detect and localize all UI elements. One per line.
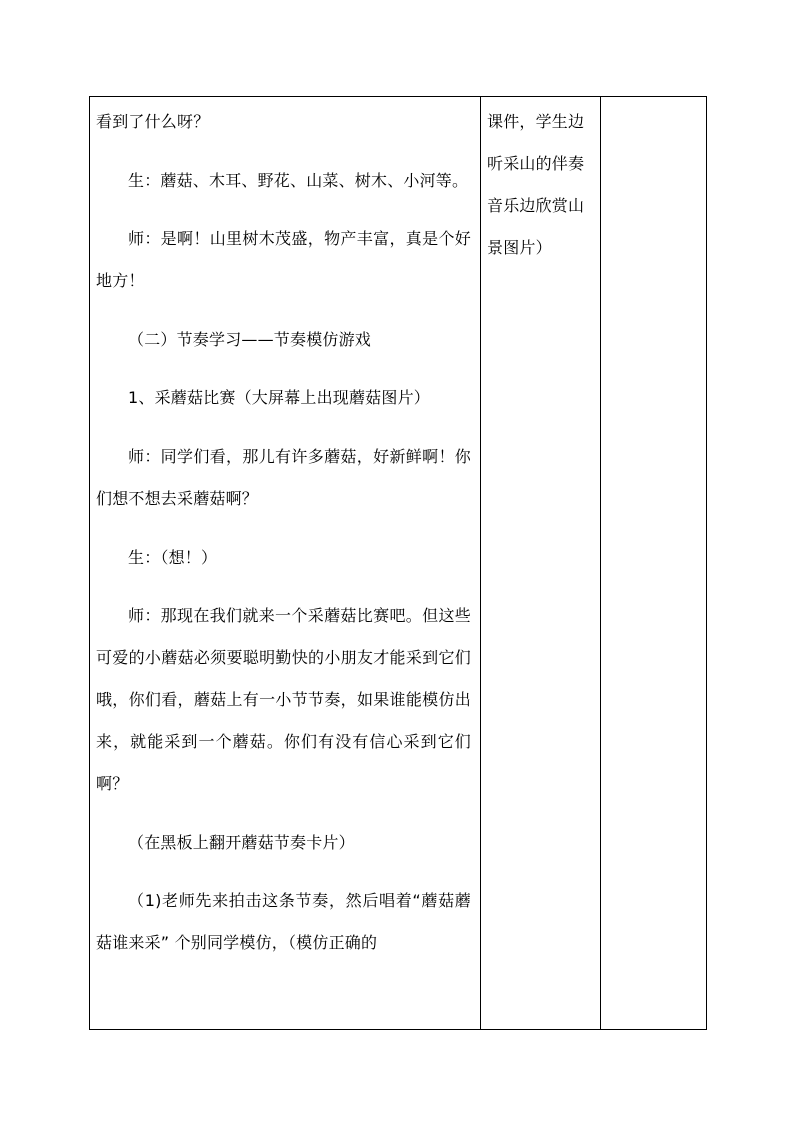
table-row [90,97,707,1030]
remarks-text [601,97,706,101]
lesson-paragraph: （1)老师先来拍击这条节奏，然后唱着“蘑菇蘑菇谁来采” 个别同学模仿，（模仿正确的 [96,891,471,953]
design-notes-text [481,97,600,269]
lesson-paragraph: 生：蘑菇、木耳、野花、山菜、树木、小河等。 [128,170,469,190]
lesson-plan-table [89,96,707,1030]
design-notes-paragraph: 课件，学生边听采山的伴奏音乐边欣赏山景图片） [487,112,585,257]
lesson-paragraph: 师：那现在我们就来一个采蘑菇比赛吧。但这些可爱的小蘑菇必须要聪明勤快的小朋友才能采到它们哦，你们看，蘑菇上有一小节节奏，如果谁能模仿出来，就能采到一个蘑菇。你们有没有信心采到它们啊？ [96,606,471,794]
teaching-process-text [90,97,480,964]
lesson-paragraph: 师：是啊！山里树木茂盛，物产丰富，真是个好地方！ [96,229,471,291]
design-notes-cell [481,97,601,1030]
lesson-paragraph: 生：（想！） [128,547,218,567]
lesson-paragraph: 师：同学们看，那儿有许多蘑菇，好新鲜啊！你们想不想去采蘑菇啊？ [96,446,471,508]
remarks-cell [601,97,707,1030]
lesson-paragraph: 1、采蘑菇比赛（大屏幕上出现蘑菇图片） [128,388,430,408]
teaching-process-cell [90,97,481,1030]
lesson-paragraph: 看到了什么呀？ [96,112,210,131]
lesson-paragraph: （在黑板上翻开蘑菇节奏卡片） [128,832,355,852]
lesson-paragraph: （二）节奏学习——节奏模仿游戏 [128,329,372,349]
